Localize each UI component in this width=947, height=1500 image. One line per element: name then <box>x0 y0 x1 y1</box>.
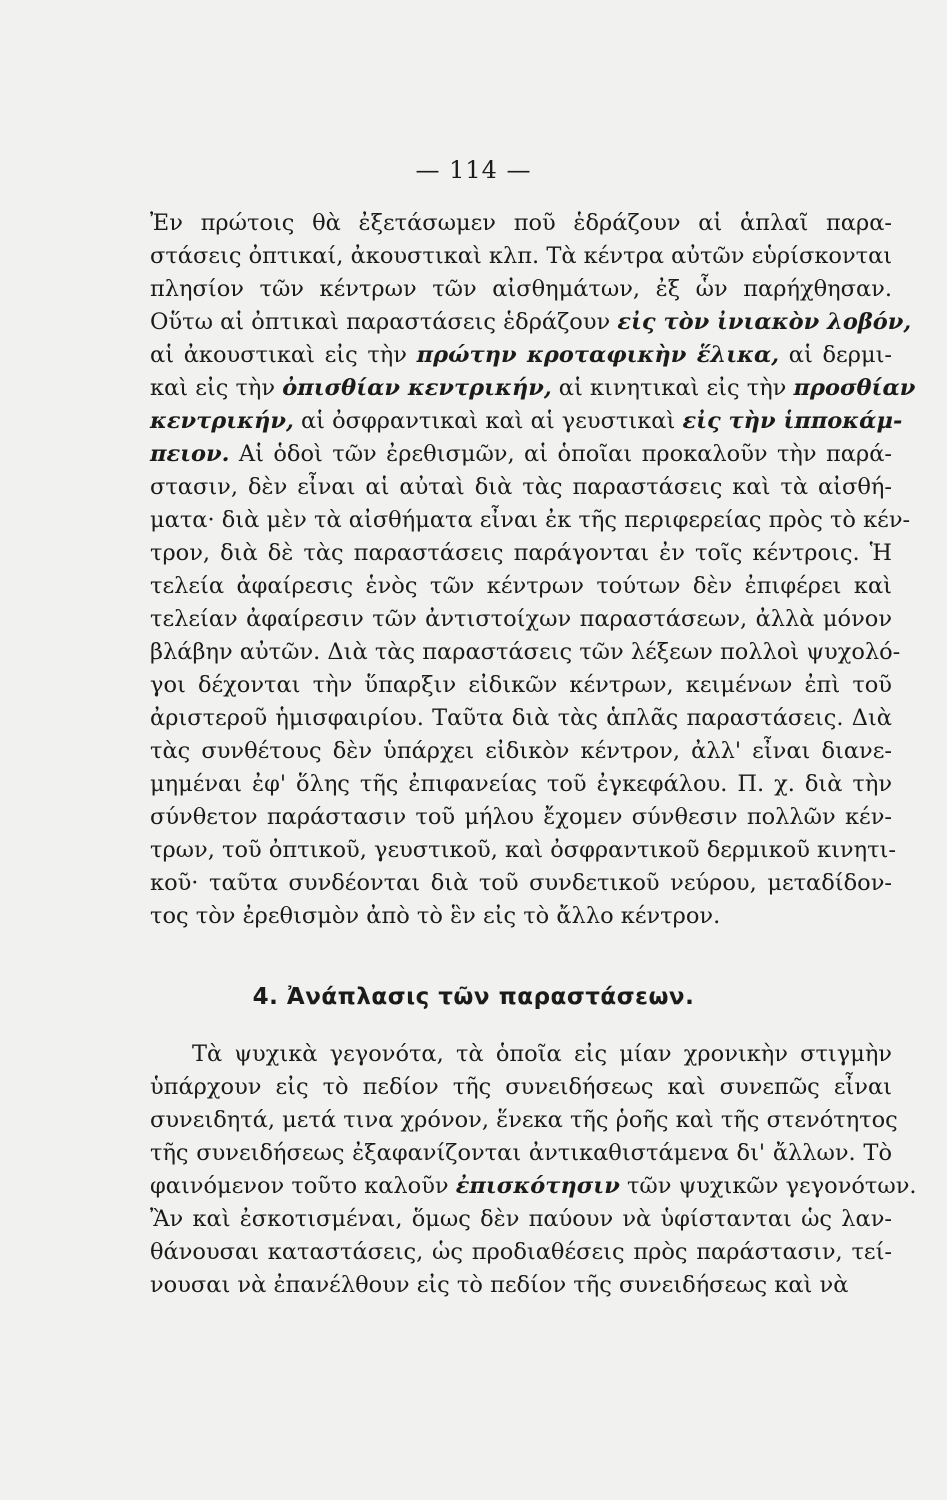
text-run: κοῦ· ταῦτα συνδέονται διὰ τοῦ συνδετικοῦ νεύρου, μεταδίδον- <box>150 870 892 896</box>
text-line <box>150 339 892 372</box>
text-line <box>150 1038 892 1071</box>
text-line <box>150 603 892 636</box>
text-run: αἱ κινητικαὶ εἰς τὴν <box>551 375 794 401</box>
text-line <box>150 1170 917 1203</box>
text-line <box>150 1137 892 1170</box>
text-run: τρων, τοῦ ὀπτικοῦ, γευστικοῦ, καὶ ὀσφραντικοῦ δερμικοῦ κινητι- <box>150 837 896 863</box>
text-run: θάνουσαι καταστάσεις, ὡς προδιαθέσεις πρὸς παράστασιν, τεί- <box>150 1239 892 1265</box>
text-run: ματα· διὰ μὲν τὰ αἰσθήματα εἶναι ἐκ τῆς περιφερείας πρὸς τὸ κέν- <box>150 507 911 533</box>
text-line <box>150 273 892 306</box>
emphasized-term: ὀπισθίαν κεντρικήν, <box>282 375 552 401</box>
text-run: μημέναι ἐφ' ὅλης τῆς ἐπιφανείας τοῦ ἐγκεφάλου. Π. χ. διὰ τὴν <box>150 771 892 797</box>
text-line <box>150 504 911 537</box>
text-run: πλησίον τῶν κέντρων τῶν αἰσθημάτων, ἐξ ὧν παρήχθησαν. <box>150 276 892 302</box>
emphasized-term: πειον. <box>150 441 230 467</box>
text-run: τὰς συνθέτους δὲν ὑπάρχει εἰδικὸν κέντρον, ἀλλ' εἶναι διανε- <box>150 738 892 764</box>
text-run: φαινόμενον τοῦτο καλοῦν <box>150 1173 456 1199</box>
text-run: σύνθετον παράστασιν τοῦ μήλου ἔχομεν σύνθεσιν πολλῶν κέν- <box>150 804 892 830</box>
text-line <box>150 570 892 603</box>
text-run: ὑπάρχουν εἰς τὸ πεδίον τῆς συνειδήσεως καὶ συνεπῶς εἶναι <box>150 1074 892 1100</box>
text-line <box>150 405 903 438</box>
text-line <box>150 1236 892 1269</box>
text-run: Ἂν καὶ ἐσκοτισμέναι, ὅμως δὲν παύουν νὰ ὑφίστανται ὡς λαν- <box>150 1206 892 1232</box>
text-line <box>150 702 892 735</box>
paragraph-2 <box>150 1038 917 1302</box>
text-line <box>150 240 892 273</box>
text-run: αἱ δερμι- <box>779 342 892 368</box>
text-run: τος τὸν ἐρεθισμὸν ἀπὸ τὸ ἓν εἰς τὸ ἄλλο κέντρον. <box>150 903 721 929</box>
paragraph-1 <box>150 207 916 933</box>
text-run: αἱ ἀκουστικαὶ εἰς τὴν <box>150 342 417 368</box>
text-line <box>150 735 892 768</box>
text-line <box>150 537 892 570</box>
text-line <box>150 636 901 669</box>
text-line <box>150 867 892 900</box>
text-line <box>150 669 892 702</box>
text-run: αἱ ὀσφραντικαὶ καὶ αἱ γευστικαὶ <box>293 408 683 434</box>
text-run: τῶν ψυχικῶν γεγονότων. <box>619 1173 917 1199</box>
text-line <box>150 438 892 471</box>
text-run: Ἐν πρώτοις θὰ ἐξετάσωμεν ποῦ ἑδράζουν αἱ ἁπλαῖ παρα- <box>150 210 892 236</box>
emphasized-term: πρώτην κροταφικὴν ἕλικα, <box>416 342 780 368</box>
text-line <box>150 306 912 339</box>
text-line <box>150 1104 898 1137</box>
page-number: — 114 — <box>415 156 532 184</box>
text-line <box>150 834 896 867</box>
section-heading: 4. Ἀνάπλασις τῶν παραστάσεων. <box>252 984 695 1010</box>
text-run: ἀριστεροῦ ἡμισφαιρίου. Ταῦτα διὰ τὰς ἁπλᾶς παραστάσεις. Διὰ <box>150 705 892 731</box>
text-line <box>150 768 892 801</box>
text-line <box>150 1269 892 1302</box>
emphasized-term: εἰς τὸν ἰνιακὸν λοβόν, <box>617 309 912 335</box>
text-line <box>150 471 892 504</box>
text-run: καὶ εἰς τὴν <box>150 375 283 401</box>
text-run: γοι δέχονται τὴν ὕπαρξιν εἰδικῶν κέντρων, κειμένων ἐπὶ τοῦ <box>150 672 892 698</box>
text-run: Οὕτω αἱ ὀπτικαὶ παραστάσεις ἑδράζουν <box>150 309 618 335</box>
text-run: τρον, διὰ δὲ τὰς παραστάσεις παράγονται ἐν τοῖς κέντροις. Ἡ <box>150 540 892 566</box>
text-line <box>150 900 892 933</box>
text-line <box>150 1071 892 1104</box>
text-run: τῆς συνειδήσεως ἐξαφανίζονται ἀντικαθιστάμενα δι' ἄλλων. Τὸ <box>150 1140 892 1166</box>
text-run: στάσεις ὀπτικαί, ἀκουστικαὶ κλπ. Τὰ κέντρα αὐτῶν εὑρίσκονται <box>150 243 893 269</box>
text-line <box>150 801 892 834</box>
emphasized-term: κεντρικήν, <box>150 408 294 434</box>
emphasized-term: προσθίαν <box>793 375 916 401</box>
text-run: βλάβην αὐτῶν. Διὰ τὰς παραστάσεις τῶν λέξεων πολλοὶ ψυχολό- <box>150 639 901 665</box>
text-run: Τὰ ψυχικὰ γεγονότα, τὰ ὁποῖα εἰς μίαν χρονικὴν στιγμὴν <box>192 1041 892 1067</box>
text-line <box>150 372 916 405</box>
text-run: στασιν, δὲν εἶναι αἱ αὐταὶ διὰ τὰς παραστάσεις καὶ τὰ αἰσθή- <box>150 474 892 500</box>
emphasized-term: εἰς τὴν ἱπποκάμ- <box>682 408 903 434</box>
emphasized-term: ἐπισκότησιν <box>455 1173 620 1199</box>
text-line <box>150 1203 892 1236</box>
text-run: νουσαι νὰ ἐπανέλθουν εἰς τὸ πεδίον τῆς συνειδήσεως καὶ νὰ <box>150 1272 849 1298</box>
text-run: τελείαν ἀφαίρεσιν τῶν ἀντιστοίχων παραστάσεων, ἀλλὰ μόνον <box>150 606 892 632</box>
text-run: τελεία ἀφαίρεσις ἑνὸς τῶν κέντρων τούτων δὲν ἐπιφέρει καὶ <box>150 573 892 599</box>
text-run: Αἱ ὁδοὶ τῶν ἐρεθισμῶν, αἱ ὁποῖαι προκαλοῦν τὴν παρά- <box>229 441 892 467</box>
text-line <box>150 207 892 240</box>
text-run: συνειδητά, μετά τινα χρόνον, ἕνεκα τῆς ῥοῆς καὶ τῆς στενότητος <box>150 1107 898 1133</box>
